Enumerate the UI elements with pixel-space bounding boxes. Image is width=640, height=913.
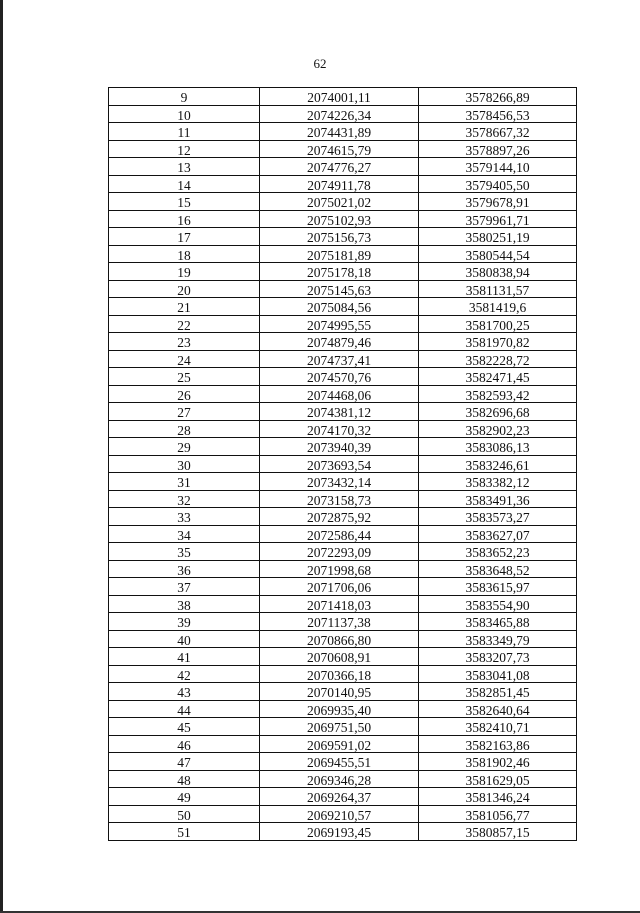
table-row	[109, 508, 577, 526]
coord-y-cell: 3578897,26	[419, 140, 577, 158]
table-row	[109, 315, 577, 333]
point-number-cell: 9	[109, 88, 260, 106]
coord-y-cell: 3583465,88	[419, 613, 577, 631]
point-number-cell: 28	[109, 420, 260, 438]
coord-y-cell: 3581970,82	[419, 333, 577, 351]
table-row	[109, 280, 577, 298]
coord-x-cell: 2074170,32	[260, 420, 419, 438]
page-number: 62	[313, 56, 327, 71]
coord-x-cell: 2074001,11	[260, 88, 419, 106]
point-number-cell: 43	[109, 683, 260, 701]
table-row	[109, 228, 577, 246]
coord-y-cell: 3583246,61	[419, 455, 577, 473]
coord-y-cell: 3579144,10	[419, 158, 577, 176]
table-row	[109, 595, 577, 613]
coord-x-cell: 2075178,18	[260, 263, 419, 281]
table-row	[109, 648, 577, 666]
coord-y-cell: 3582593,42	[419, 385, 577, 403]
coord-y-cell: 3579678,91	[419, 193, 577, 211]
table-row	[109, 420, 577, 438]
table-row	[109, 140, 577, 158]
point-number-cell: 26	[109, 385, 260, 403]
coord-x-cell: 2069264,37	[260, 788, 419, 806]
table-row	[109, 630, 577, 648]
coord-x-cell: 2071998,68	[260, 560, 419, 578]
coord-x-cell: 2074995,55	[260, 315, 419, 333]
table-row	[109, 753, 577, 771]
coord-x-cell: 2069210,57	[260, 805, 419, 823]
table-row	[109, 823, 577, 841]
coord-y-cell: 3583627,07	[419, 525, 577, 543]
coord-x-cell: 2070140,95	[260, 683, 419, 701]
coord-x-cell: 2074615,79	[260, 140, 419, 158]
coord-x-cell: 2074570,76	[260, 368, 419, 386]
point-number-cell: 16	[109, 210, 260, 228]
scan-edge-left	[0, 0, 3, 913]
point-number-cell: 49	[109, 788, 260, 806]
table-row	[109, 385, 577, 403]
coord-x-cell: 2073158,73	[260, 490, 419, 508]
point-number-cell: 12	[109, 140, 260, 158]
point-number-cell: 44	[109, 700, 260, 718]
coord-y-cell: 3582902,23	[419, 420, 577, 438]
coord-y-cell: 3580544,54	[419, 245, 577, 263]
coord-x-cell: 2074776,27	[260, 158, 419, 176]
coord-x-cell: 2073432,14	[260, 473, 419, 491]
coord-x-cell: 2070866,80	[260, 630, 419, 648]
coord-x-cell: 2074879,46	[260, 333, 419, 351]
coord-y-cell: 3578266,89	[419, 88, 577, 106]
coord-x-cell: 2075145,63	[260, 280, 419, 298]
table-row	[109, 735, 577, 753]
point-number-cell: 46	[109, 735, 260, 753]
point-number-cell: 30	[109, 455, 260, 473]
table-row	[109, 193, 577, 211]
coord-y-cell: 3583086,13	[419, 438, 577, 456]
coord-x-cell: 2074226,34	[260, 105, 419, 123]
point-number-cell: 27	[109, 403, 260, 421]
table-row	[109, 298, 577, 316]
point-number-cell: 37	[109, 578, 260, 596]
point-number-cell: 21	[109, 298, 260, 316]
point-number-cell: 14	[109, 175, 260, 193]
coord-y-cell: 3583382,12	[419, 473, 577, 491]
table-row	[109, 525, 577, 543]
coord-y-cell: 3579961,71	[419, 210, 577, 228]
coord-x-cell: 2073940,39	[260, 438, 419, 456]
coord-y-cell: 3582696,68	[419, 403, 577, 421]
point-number-cell: 31	[109, 473, 260, 491]
table-row	[109, 245, 577, 263]
coord-x-cell: 2069591,02	[260, 735, 419, 753]
point-number-cell: 47	[109, 753, 260, 771]
table-row	[109, 368, 577, 386]
point-number-cell: 51	[109, 823, 260, 841]
table-row	[109, 438, 577, 456]
table-row	[109, 473, 577, 491]
point-number-cell: 23	[109, 333, 260, 351]
coord-x-cell: 2069193,45	[260, 823, 419, 841]
coord-y-cell: 3581629,05	[419, 770, 577, 788]
coord-x-cell: 2069935,40	[260, 700, 419, 718]
coordinates-table-body	[109, 88, 577, 841]
table-row	[109, 770, 577, 788]
coord-x-cell: 2074431,89	[260, 123, 419, 141]
coord-y-cell: 3581902,46	[419, 753, 577, 771]
coord-x-cell: 2075102,93	[260, 210, 419, 228]
coord-x-cell: 2075181,89	[260, 245, 419, 263]
table-row	[109, 665, 577, 683]
table-row	[109, 455, 577, 473]
table-row	[109, 578, 577, 596]
coord-y-cell: 3583648,52	[419, 560, 577, 578]
coord-x-cell: 2069751,50	[260, 718, 419, 736]
table-row	[109, 700, 577, 718]
table-row	[109, 350, 577, 368]
coord-x-cell: 2075021,02	[260, 193, 419, 211]
coord-y-cell: 3582163,86	[419, 735, 577, 753]
coord-y-cell: 3583615,97	[419, 578, 577, 596]
coord-x-cell: 2070608,91	[260, 648, 419, 666]
coord-y-cell: 3580838,94	[419, 263, 577, 281]
table-row	[109, 718, 577, 736]
coord-y-cell: 3582640,64	[419, 700, 577, 718]
coord-x-cell: 2070366,18	[260, 665, 419, 683]
coord-x-cell: 2075156,73	[260, 228, 419, 246]
coord-x-cell: 2071418,03	[260, 595, 419, 613]
point-number-cell: 10	[109, 105, 260, 123]
coord-y-cell: 3581346,24	[419, 788, 577, 806]
coord-x-cell: 2074468,06	[260, 385, 419, 403]
coord-x-cell: 2072293,09	[260, 543, 419, 561]
point-number-cell: 38	[109, 595, 260, 613]
coord-x-cell: 2073693,54	[260, 455, 419, 473]
table-row	[109, 210, 577, 228]
table-row	[109, 175, 577, 193]
point-number-cell: 42	[109, 665, 260, 683]
table-row	[109, 333, 577, 351]
table-row	[109, 543, 577, 561]
coord-y-cell: 3583207,73	[419, 648, 577, 666]
coord-x-cell: 2069455,51	[260, 753, 419, 771]
coord-x-cell: 2074381,12	[260, 403, 419, 421]
point-number-cell: 33	[109, 508, 260, 526]
coord-y-cell: 3578667,32	[419, 123, 577, 141]
point-number-cell: 22	[109, 315, 260, 333]
point-number-cell: 25	[109, 368, 260, 386]
coord-y-cell: 3581700,25	[419, 315, 577, 333]
point-number-cell: 41	[109, 648, 260, 666]
point-number-cell: 19	[109, 263, 260, 281]
table-row	[109, 805, 577, 823]
point-number-cell: 18	[109, 245, 260, 263]
point-number-cell: 35	[109, 543, 260, 561]
table-row	[109, 263, 577, 281]
coord-y-cell: 3583041,08	[419, 665, 577, 683]
point-number-cell: 50	[109, 805, 260, 823]
table-row	[109, 490, 577, 508]
table-row	[109, 123, 577, 141]
coord-y-cell: 3582410,71	[419, 718, 577, 736]
coord-x-cell: 2075084,56	[260, 298, 419, 316]
coord-x-cell: 2071706,06	[260, 578, 419, 596]
point-number-cell: 29	[109, 438, 260, 456]
coord-y-cell: 3580857,15	[419, 823, 577, 841]
coord-y-cell: 3581419,6	[419, 298, 577, 316]
coord-y-cell: 3579405,50	[419, 175, 577, 193]
coord-y-cell: 3578456,53	[419, 105, 577, 123]
point-number-cell: 40	[109, 630, 260, 648]
coord-y-cell: 3582228,72	[419, 350, 577, 368]
coord-x-cell: 2074737,41	[260, 350, 419, 368]
coord-x-cell: 2071137,38	[260, 613, 419, 631]
coord-x-cell: 2072586,44	[260, 525, 419, 543]
coord-y-cell: 3581131,57	[419, 280, 577, 298]
coord-y-cell: 3582851,45	[419, 683, 577, 701]
point-number-cell: 39	[109, 613, 260, 631]
point-number-cell: 11	[109, 123, 260, 141]
coord-y-cell: 3580251,19	[419, 228, 577, 246]
table-row	[109, 88, 577, 106]
coord-y-cell: 3583491,36	[419, 490, 577, 508]
point-number-cell: 34	[109, 525, 260, 543]
point-number-cell: 24	[109, 350, 260, 368]
coord-y-cell: 3583554,90	[419, 595, 577, 613]
point-number-cell: 36	[109, 560, 260, 578]
table-row	[109, 613, 577, 631]
point-number-cell: 32	[109, 490, 260, 508]
table-row	[109, 158, 577, 176]
point-number-cell: 15	[109, 193, 260, 211]
point-number-cell: 20	[109, 280, 260, 298]
table-row	[109, 683, 577, 701]
table-row	[109, 560, 577, 578]
point-number-cell: 45	[109, 718, 260, 736]
coord-y-cell: 3583573,27	[419, 508, 577, 526]
coord-y-cell: 3582471,45	[419, 368, 577, 386]
point-number-cell: 48	[109, 770, 260, 788]
coord-y-cell: 3583349,79	[419, 630, 577, 648]
coord-x-cell: 2074911,78	[260, 175, 419, 193]
table-row	[109, 105, 577, 123]
table-row	[109, 403, 577, 421]
coord-y-cell: 3583652,23	[419, 543, 577, 561]
point-number-cell: 17	[109, 228, 260, 246]
coord-x-cell: 2069346,28	[260, 770, 419, 788]
coordinates-table	[108, 87, 577, 841]
point-number-cell: 13	[109, 158, 260, 176]
coord-y-cell: 3581056,77	[419, 805, 577, 823]
table-row	[109, 788, 577, 806]
coord-x-cell: 2072875,92	[260, 508, 419, 526]
